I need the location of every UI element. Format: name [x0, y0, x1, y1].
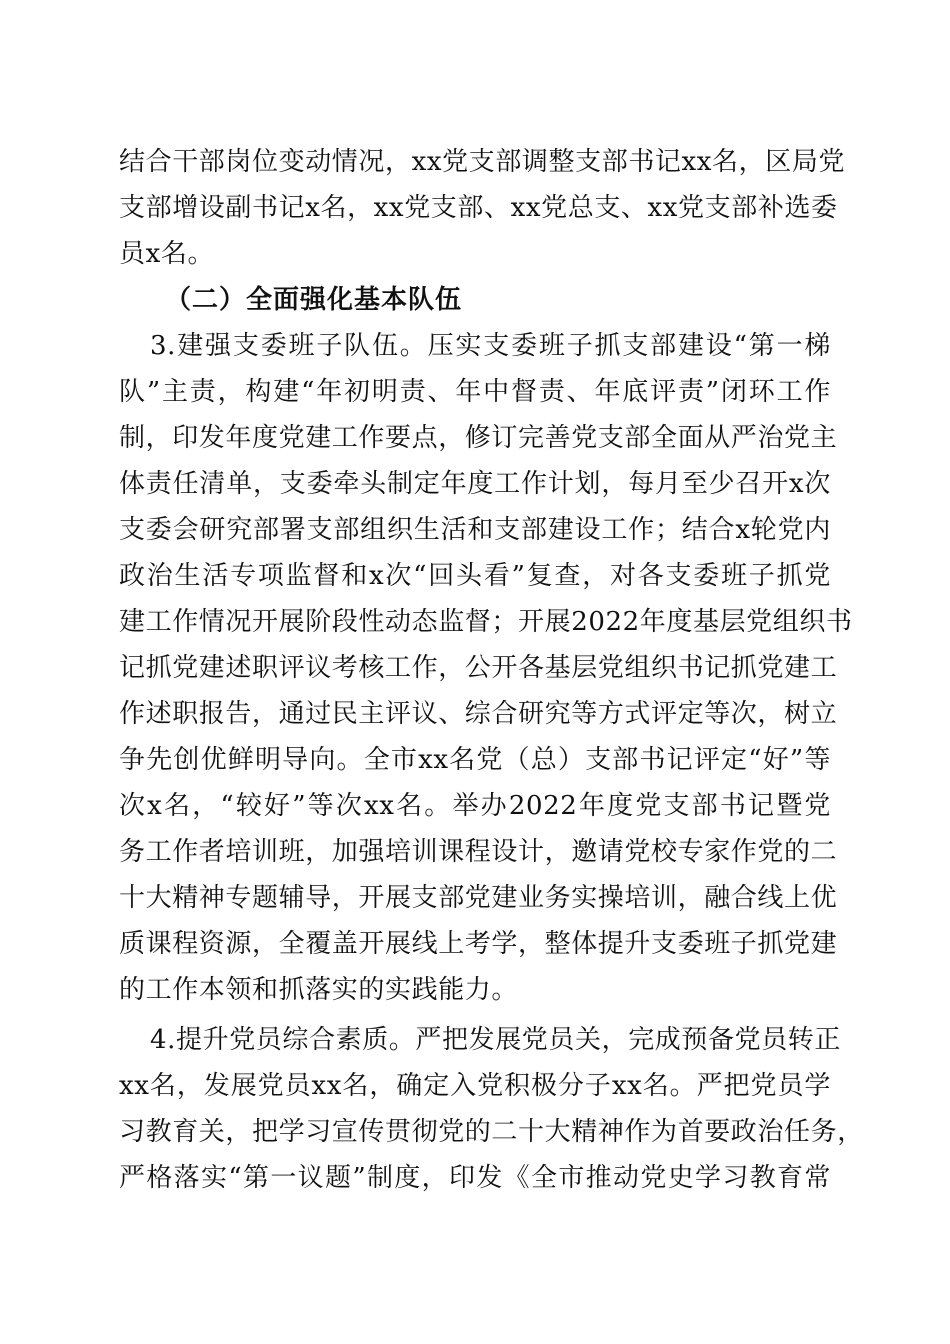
paragraph-3-line-2: xx名，发展党员xx名，确定入党积极分子xx名。严把党员学: [119, 1071, 831, 1101]
paragraph-2-line-14: 质课程资源，全覆盖开展线上考学，整体提升支委班子抓党建: [119, 929, 838, 959]
paragraph-2-line-2: 队”主责，构建“年初明责、年中督责、年底评责”闭环工作: [119, 377, 831, 407]
paragraph-3-line-3: 习教育关，把学习宣传贯彻党的二十大精神作为首要政治任务，: [119, 1117, 864, 1147]
paragraph-2-line-4: 体责任清单，支委牵头制定年度工作计划，每月至少召开x次: [119, 469, 831, 499]
paragraph-2-line-12: 务工作者培训班，加强培训课程设计，邀请党校专家作党的二: [119, 837, 838, 867]
paragraph-2-line-9: 作述职报告，通过民主评议、综合研究等方式评定等次，树立: [119, 699, 838, 729]
paragraph-2-line-11: 次x名，“较好”等次xx名。举办2022年度党支部书记暨党: [119, 791, 831, 821]
paragraph-2-line-13: 十大精神专题辅导，开展支部党建业务实操培训，融合线上优: [119, 883, 838, 913]
paragraph-2-line-3: 制，印发年度党建工作要点，修订完善党支部全面从严治党主: [119, 423, 838, 453]
paragraph-1-line-2: 支部增设副书记x名，xx党支部、xx党总支、xx党支部补选委: [119, 193, 838, 223]
paragraph-2-line-15: 的工作本领和抓落实的实践能力。: [119, 975, 519, 1005]
paragraph-2-line-6: 政治生活专项监督和x次“回头看”复查，对各支委班子抓党: [119, 561, 831, 591]
paragraph-1-line-1: 结合干部岗位变动情况，xx党支部调整支部书记xx名，区局党: [119, 147, 846, 177]
paragraph-2-line-1: 3.建强支委班子队伍。压实支委班子抓支部建设“第一梯: [150, 331, 831, 361]
paragraph-3-line-4: 严格落实“第一议题”制度，印发《全市推动党史学习教育常: [119, 1163, 831, 1193]
paragraph-2-line-5: 支委会研究部署支部组织生活和支部建设工作；结合x轮党内: [119, 515, 831, 545]
paragraph-2-line-10: 争先创优鲜明导向。全市xx名党（总）支部书记评定“好”等: [119, 745, 831, 775]
paragraph-2-line-8: 记抓党建述职评议考核工作，公开各基层党组织书记抓党建工: [119, 653, 838, 683]
paragraph-3-line-1: 4.提升党员综合素质。严把发展党员关，完成预备党员转正: [150, 1025, 842, 1055]
paragraph-2-line-7: 建工作情况开展阶段性动态监督；开展2022年度基层党组织书: [119, 607, 853, 637]
section-heading: （二）全面强化基本队伍: [165, 285, 463, 315]
paragraph-1-line-3: 员x名。: [119, 239, 215, 269]
